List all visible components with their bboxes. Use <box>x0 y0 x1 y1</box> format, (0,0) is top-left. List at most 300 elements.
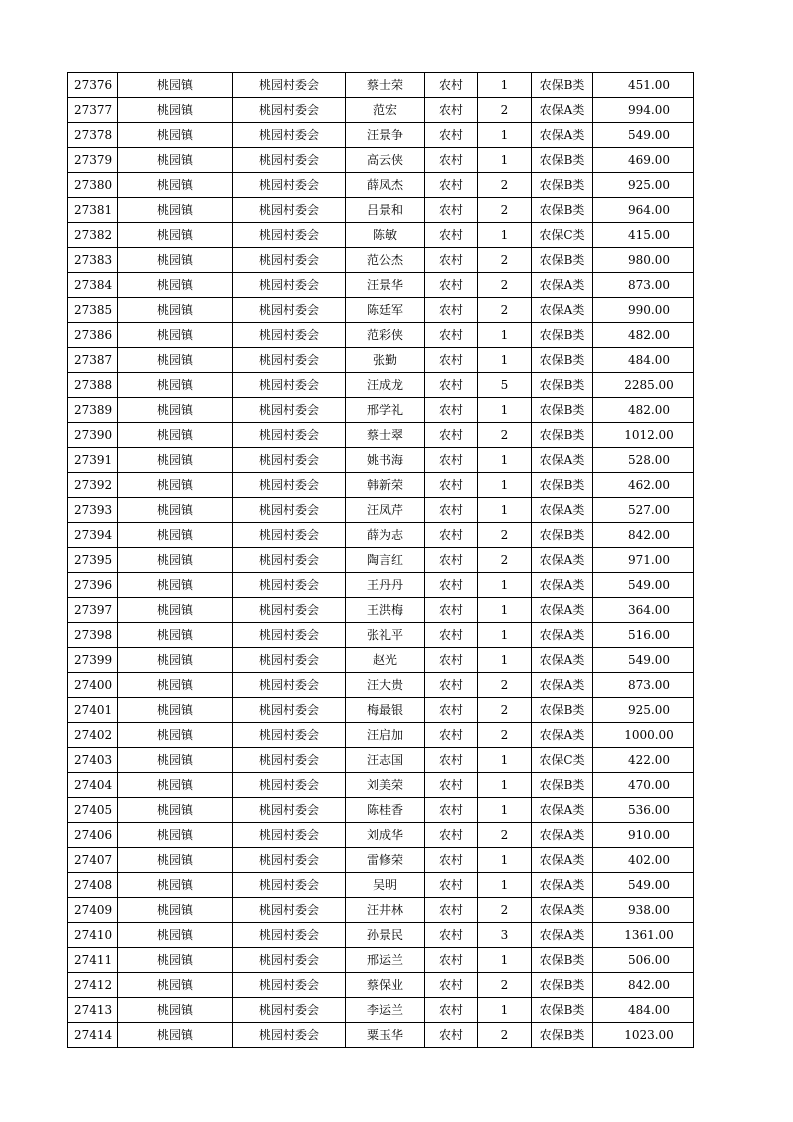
cell-village-committee: 桃园村委会 <box>233 823 346 848</box>
cell-area-type: 农村 <box>425 273 478 298</box>
cell-village-committee: 桃园村委会 <box>233 673 346 698</box>
cell-amount: 484.00 <box>593 348 694 373</box>
cell-record-number: 27394 <box>68 523 118 548</box>
cell-insurance-class: 农保B类 <box>532 173 593 198</box>
cell-town: 桃园镇 <box>118 948 233 973</box>
cell-area-type: 农村 <box>425 573 478 598</box>
cell-town: 桃园镇 <box>118 248 233 273</box>
cell-area-type: 农村 <box>425 998 478 1023</box>
cell-area-type: 农村 <box>425 398 478 423</box>
cell-household-size: 1 <box>478 873 532 898</box>
cell-town: 桃园镇 <box>118 123 233 148</box>
cell-household-size: 1 <box>478 998 532 1023</box>
table-row <box>68 873 694 898</box>
cell-village-committee: 桃园村委会 <box>233 948 346 973</box>
cell-record-number: 27410 <box>68 923 118 948</box>
table-row <box>68 948 694 973</box>
cell-record-number: 27403 <box>68 748 118 773</box>
cell-town: 桃园镇 <box>118 798 233 823</box>
cell-area-type: 农村 <box>425 523 478 548</box>
cell-insurance-class: 农保A类 <box>532 573 593 598</box>
cell-household-size: 2 <box>478 1023 532 1048</box>
cell-amount: 482.00 <box>593 398 694 423</box>
cell-household-size: 2 <box>478 273 532 298</box>
cell-name: 王丹丹 <box>346 573 425 598</box>
cell-village-committee: 桃园村委会 <box>233 598 346 623</box>
cell-amount: 470.00 <box>593 773 694 798</box>
cell-town: 桃园镇 <box>118 748 233 773</box>
cell-name: 粟玉华 <box>346 1023 425 1048</box>
cell-village-committee: 桃园村委会 <box>233 98 346 123</box>
cell-village-committee: 桃园村委会 <box>233 123 346 148</box>
cell-name: 张礼平 <box>346 623 425 648</box>
cell-area-type: 农村 <box>425 848 478 873</box>
cell-area-type: 农村 <box>425 473 478 498</box>
cell-name: 刘美荣 <box>346 773 425 798</box>
cell-insurance-class: 农保B类 <box>532 473 593 498</box>
cell-amount: 994.00 <box>593 98 694 123</box>
cell-town: 桃园镇 <box>118 598 233 623</box>
cell-insurance-class: 农保A类 <box>532 448 593 473</box>
cell-insurance-class: 农保A类 <box>532 648 593 673</box>
cell-area-type: 农村 <box>425 198 478 223</box>
cell-amount: 964.00 <box>593 198 694 223</box>
cell-household-size: 1 <box>478 598 532 623</box>
cell-insurance-class: 农保A类 <box>532 848 593 873</box>
cell-insurance-class: 农保A类 <box>532 273 593 298</box>
table-row <box>68 98 694 123</box>
cell-insurance-class: 农保B类 <box>532 973 593 998</box>
cell-household-size: 2 <box>478 423 532 448</box>
table-row <box>68 998 694 1023</box>
cell-record-number: 27393 <box>68 498 118 523</box>
cell-name: 蔡士荣 <box>346 73 425 98</box>
cell-area-type: 农村 <box>425 373 478 398</box>
cell-area-type: 农村 <box>425 423 478 448</box>
cell-household-size: 2 <box>478 98 532 123</box>
cell-record-number: 27390 <box>68 423 118 448</box>
cell-insurance-class: 农保A类 <box>532 548 593 573</box>
cell-town: 桃园镇 <box>118 998 233 1023</box>
cell-amount: 516.00 <box>593 623 694 648</box>
cell-name: 范公杰 <box>346 248 425 273</box>
cell-record-number: 27401 <box>68 698 118 723</box>
cell-amount: 506.00 <box>593 948 694 973</box>
cell-town: 桃园镇 <box>118 573 233 598</box>
table-row <box>68 1023 694 1048</box>
table-row <box>68 348 694 373</box>
table-row <box>68 723 694 748</box>
cell-town: 桃园镇 <box>118 173 233 198</box>
cell-name: 薛凤杰 <box>346 173 425 198</box>
cell-name: 薛为志 <box>346 523 425 548</box>
cell-name: 汪景华 <box>346 273 425 298</box>
cell-amount: 1361.00 <box>593 923 694 948</box>
cell-record-number: 27409 <box>68 898 118 923</box>
cell-name: 汪大贵 <box>346 673 425 698</box>
cell-record-number: 27379 <box>68 148 118 173</box>
cell-village-committee: 桃园村委会 <box>233 723 346 748</box>
cell-area-type: 农村 <box>425 773 478 798</box>
cell-area-type: 农村 <box>425 123 478 148</box>
records-table <box>67 72 694 1048</box>
cell-record-number: 27413 <box>68 998 118 1023</box>
table-row <box>68 473 694 498</box>
cell-amount: 549.00 <box>593 873 694 898</box>
table-row <box>68 848 694 873</box>
cell-amount: 873.00 <box>593 273 694 298</box>
cell-area-type: 农村 <box>425 973 478 998</box>
cell-area-type: 农村 <box>425 73 478 98</box>
table-row <box>68 898 694 923</box>
cell-household-size: 2 <box>478 548 532 573</box>
cell-household-size: 2 <box>478 173 532 198</box>
cell-town: 桃园镇 <box>118 348 233 373</box>
table-row <box>68 223 694 248</box>
cell-village-committee: 桃园村委会 <box>233 773 346 798</box>
cell-amount: 2285.00 <box>593 373 694 398</box>
cell-village-committee: 桃园村委会 <box>233 423 346 448</box>
cell-town: 桃园镇 <box>118 723 233 748</box>
cell-household-size: 2 <box>478 673 532 698</box>
cell-name: 吕景和 <box>346 198 425 223</box>
cell-household-size: 1 <box>478 223 532 248</box>
cell-household-size: 2 <box>478 723 532 748</box>
cell-area-type: 农村 <box>425 873 478 898</box>
cell-name: 陈廷军 <box>346 298 425 323</box>
cell-household-size: 2 <box>478 973 532 998</box>
cell-insurance-class: 农保A类 <box>532 823 593 848</box>
cell-amount: 527.00 <box>593 498 694 523</box>
table-row <box>68 173 694 198</box>
cell-insurance-class: 农保A类 <box>532 673 593 698</box>
cell-name: 高云侠 <box>346 148 425 173</box>
table-row <box>68 73 694 98</box>
cell-town: 桃园镇 <box>118 848 233 873</box>
cell-record-number: 27396 <box>68 573 118 598</box>
cell-household-size: 1 <box>478 848 532 873</box>
cell-town: 桃园镇 <box>118 323 233 348</box>
cell-household-size: 1 <box>478 748 532 773</box>
table-row <box>68 798 694 823</box>
cell-record-number: 27376 <box>68 73 118 98</box>
cell-household-size: 1 <box>478 448 532 473</box>
table-row <box>68 923 694 948</box>
cell-record-number: 27400 <box>68 673 118 698</box>
cell-name: 范宏 <box>346 98 425 123</box>
cell-name: 雷修荣 <box>346 848 425 873</box>
table-row <box>68 548 694 573</box>
cell-household-size: 2 <box>478 248 532 273</box>
cell-household-size: 1 <box>478 948 532 973</box>
cell-area-type: 农村 <box>425 598 478 623</box>
table-row <box>68 648 694 673</box>
cell-record-number: 27412 <box>68 973 118 998</box>
cell-town: 桃园镇 <box>118 923 233 948</box>
cell-record-number: 27388 <box>68 373 118 398</box>
cell-insurance-class: 农保B类 <box>532 948 593 973</box>
table-row <box>68 198 694 223</box>
cell-area-type: 农村 <box>425 548 478 573</box>
cell-insurance-class: 农保B类 <box>532 423 593 448</box>
cell-area-type: 农村 <box>425 623 478 648</box>
cell-village-committee: 桃园村委会 <box>233 448 346 473</box>
table-row <box>68 748 694 773</box>
cell-name: 汪志国 <box>346 748 425 773</box>
cell-town: 桃园镇 <box>118 1023 233 1048</box>
cell-area-type: 农村 <box>425 948 478 973</box>
cell-name: 汪凤芹 <box>346 498 425 523</box>
cell-household-size: 1 <box>478 73 532 98</box>
cell-town: 桃园镇 <box>118 398 233 423</box>
cell-area-type: 农村 <box>425 898 478 923</box>
cell-name: 陈敏 <box>346 223 425 248</box>
cell-record-number: 27389 <box>68 398 118 423</box>
cell-name: 邢运兰 <box>346 948 425 973</box>
cell-town: 桃园镇 <box>118 673 233 698</box>
table-row <box>68 973 694 998</box>
cell-record-number: 27411 <box>68 948 118 973</box>
cell-area-type: 农村 <box>425 223 478 248</box>
cell-amount: 980.00 <box>593 248 694 273</box>
cell-village-committee: 桃园村委会 <box>233 473 346 498</box>
cell-record-number: 27398 <box>68 623 118 648</box>
cell-amount: 462.00 <box>593 473 694 498</box>
cell-area-type: 农村 <box>425 248 478 273</box>
cell-area-type: 农村 <box>425 823 478 848</box>
cell-town: 桃园镇 <box>118 523 233 548</box>
cell-village-committee: 桃园村委会 <box>233 148 346 173</box>
cell-town: 桃园镇 <box>118 548 233 573</box>
cell-amount: 925.00 <box>593 698 694 723</box>
cell-insurance-class: 农保A类 <box>532 123 593 148</box>
cell-village-committee: 桃园村委会 <box>233 623 346 648</box>
table-row <box>68 298 694 323</box>
cell-village-committee: 桃园村委会 <box>233 798 346 823</box>
table-row <box>68 273 694 298</box>
cell-village-committee: 桃园村委会 <box>233 323 346 348</box>
cell-town: 桃园镇 <box>118 873 233 898</box>
cell-amount: 873.00 <box>593 673 694 698</box>
cell-household-size: 2 <box>478 298 532 323</box>
cell-amount: 1012.00 <box>593 423 694 448</box>
cell-village-committee: 桃园村委会 <box>233 923 346 948</box>
cell-amount: 1023.00 <box>593 1023 694 1048</box>
cell-name: 邢学礼 <box>346 398 425 423</box>
cell-record-number: 27395 <box>68 548 118 573</box>
cell-village-committee: 桃园村委会 <box>233 848 346 873</box>
table-row <box>68 323 694 348</box>
cell-record-number: 27378 <box>68 123 118 148</box>
cell-area-type: 农村 <box>425 648 478 673</box>
cell-name: 韩新荣 <box>346 473 425 498</box>
cell-household-size: 5 <box>478 373 532 398</box>
table-row <box>68 148 694 173</box>
cell-amount: 484.00 <box>593 998 694 1023</box>
cell-household-size: 1 <box>478 473 532 498</box>
cell-name: 姚书海 <box>346 448 425 473</box>
cell-insurance-class: 农保B类 <box>532 248 593 273</box>
cell-record-number: 27408 <box>68 873 118 898</box>
cell-amount: 549.00 <box>593 648 694 673</box>
cell-name: 吴明 <box>346 873 425 898</box>
cell-town: 桃园镇 <box>118 498 233 523</box>
cell-village-committee: 桃园村委会 <box>233 298 346 323</box>
table-row <box>68 573 694 598</box>
cell-insurance-class: 农保B类 <box>532 398 593 423</box>
cell-record-number: 27382 <box>68 223 118 248</box>
table-row <box>68 373 694 398</box>
cell-area-type: 农村 <box>425 298 478 323</box>
cell-village-committee: 桃园村委会 <box>233 1023 346 1048</box>
cell-insurance-class: 农保B类 <box>532 323 593 348</box>
cell-village-committee: 桃园村委会 <box>233 273 346 298</box>
cell-record-number: 27405 <box>68 798 118 823</box>
table-row <box>68 673 694 698</box>
cell-name: 王洪梅 <box>346 598 425 623</box>
cell-name: 张勤 <box>346 348 425 373</box>
table-row <box>68 498 694 523</box>
cell-household-size: 1 <box>478 648 532 673</box>
cell-area-type: 农村 <box>425 348 478 373</box>
cell-insurance-class: 农保B类 <box>532 348 593 373</box>
cell-amount: 402.00 <box>593 848 694 873</box>
table-row <box>68 523 694 548</box>
cell-town: 桃园镇 <box>118 148 233 173</box>
cell-household-size: 2 <box>478 823 532 848</box>
cell-insurance-class: 农保A类 <box>532 598 593 623</box>
cell-insurance-class: 农保B类 <box>532 698 593 723</box>
table-row <box>68 423 694 448</box>
table-row <box>68 448 694 473</box>
cell-village-committee: 桃园村委会 <box>233 648 346 673</box>
cell-town: 桃园镇 <box>118 448 233 473</box>
cell-insurance-class: 农保B类 <box>532 523 593 548</box>
cell-area-type: 农村 <box>425 698 478 723</box>
cell-record-number: 27404 <box>68 773 118 798</box>
table-row <box>68 823 694 848</box>
cell-village-committee: 桃园村委会 <box>233 523 346 548</box>
cell-record-number: 27406 <box>68 823 118 848</box>
cell-village-committee: 桃园村委会 <box>233 248 346 273</box>
cell-name: 梅最银 <box>346 698 425 723</box>
cell-town: 桃园镇 <box>118 223 233 248</box>
cell-household-size: 1 <box>478 798 532 823</box>
cell-amount: 415.00 <box>593 223 694 248</box>
cell-amount: 422.00 <box>593 748 694 773</box>
cell-amount: 469.00 <box>593 148 694 173</box>
cell-village-committee: 桃园村委会 <box>233 398 346 423</box>
cell-amount: 528.00 <box>593 448 694 473</box>
cell-insurance-class: 农保B类 <box>532 1023 593 1048</box>
cell-town: 桃园镇 <box>118 98 233 123</box>
cell-amount: 364.00 <box>593 598 694 623</box>
cell-village-committee: 桃园村委会 <box>233 73 346 98</box>
cell-town: 桃园镇 <box>118 898 233 923</box>
table-row <box>68 123 694 148</box>
cell-area-type: 农村 <box>425 1023 478 1048</box>
cell-household-size: 3 <box>478 923 532 948</box>
cell-amount: 925.00 <box>593 173 694 198</box>
cell-town: 桃园镇 <box>118 698 233 723</box>
cell-record-number: 27386 <box>68 323 118 348</box>
cell-household-size: 1 <box>478 398 532 423</box>
cell-record-number: 27385 <box>68 298 118 323</box>
cell-area-type: 农村 <box>425 323 478 348</box>
cell-name: 孙景民 <box>346 923 425 948</box>
cell-village-committee: 桃园村委会 <box>233 498 346 523</box>
cell-village-committee: 桃园村委会 <box>233 223 346 248</box>
cell-area-type: 农村 <box>425 173 478 198</box>
cell-record-number: 27380 <box>68 173 118 198</box>
table-row <box>68 598 694 623</box>
cell-record-number: 27377 <box>68 98 118 123</box>
cell-name: 汪启加 <box>346 723 425 748</box>
cell-area-type: 农村 <box>425 498 478 523</box>
cell-insurance-class: 农保A类 <box>532 298 593 323</box>
cell-insurance-class: 农保A类 <box>532 898 593 923</box>
cell-record-number: 27383 <box>68 248 118 273</box>
cell-name: 陶言红 <box>346 548 425 573</box>
cell-name: 蔡士翠 <box>346 423 425 448</box>
cell-area-type: 农村 <box>425 673 478 698</box>
cell-household-size: 2 <box>478 898 532 923</box>
cell-record-number: 27392 <box>68 473 118 498</box>
cell-insurance-class: 农保A类 <box>532 498 593 523</box>
records-table-body <box>68 73 694 1048</box>
cell-town: 桃园镇 <box>118 623 233 648</box>
cell-town: 桃园镇 <box>118 473 233 498</box>
cell-village-committee: 桃园村委会 <box>233 698 346 723</box>
cell-insurance-class: 农保B类 <box>532 198 593 223</box>
cell-name: 蔡保业 <box>346 973 425 998</box>
cell-town: 桃园镇 <box>118 273 233 298</box>
cell-town: 桃园镇 <box>118 73 233 98</box>
cell-village-committee: 桃园村委会 <box>233 573 346 598</box>
cell-household-size: 1 <box>478 623 532 648</box>
cell-household-size: 2 <box>478 198 532 223</box>
cell-amount: 842.00 <box>593 523 694 548</box>
cell-amount: 910.00 <box>593 823 694 848</box>
cell-town: 桃园镇 <box>118 773 233 798</box>
cell-village-committee: 桃园村委会 <box>233 998 346 1023</box>
cell-amount: 482.00 <box>593 323 694 348</box>
cell-name: 赵光 <box>346 648 425 673</box>
cell-area-type: 农村 <box>425 148 478 173</box>
cell-amount: 842.00 <box>593 973 694 998</box>
cell-insurance-class: 农保A类 <box>532 798 593 823</box>
cell-insurance-class: 农保C类 <box>532 223 593 248</box>
cell-insurance-class: 农保B类 <box>532 373 593 398</box>
cell-record-number: 27387 <box>68 348 118 373</box>
cell-household-size: 1 <box>478 148 532 173</box>
cell-household-size: 1 <box>478 348 532 373</box>
cell-village-committee: 桃园村委会 <box>233 173 346 198</box>
cell-village-committee: 桃园村委会 <box>233 348 346 373</box>
cell-village-committee: 桃园村委会 <box>233 973 346 998</box>
cell-insurance-class: 农保B类 <box>532 773 593 798</box>
cell-area-type: 农村 <box>425 748 478 773</box>
cell-town: 桃园镇 <box>118 373 233 398</box>
cell-name: 陈桂香 <box>346 798 425 823</box>
cell-area-type: 农村 <box>425 798 478 823</box>
cell-village-committee: 桃园村委会 <box>233 198 346 223</box>
cell-record-number: 27381 <box>68 198 118 223</box>
cell-village-committee: 桃园村委会 <box>233 373 346 398</box>
cell-household-size: 2 <box>478 523 532 548</box>
cell-area-type: 农村 <box>425 448 478 473</box>
cell-town: 桃园镇 <box>118 423 233 448</box>
